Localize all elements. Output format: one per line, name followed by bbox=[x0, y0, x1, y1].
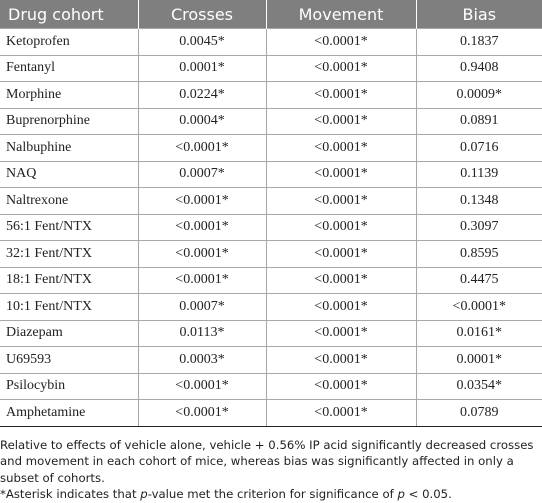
movement-cell: <0.0001* bbox=[266, 373, 416, 400]
crosses-cell: 0.0004* bbox=[138, 108, 266, 135]
movement-cell: <0.0001* bbox=[266, 108, 416, 135]
crosses-cell: 0.0007* bbox=[138, 161, 266, 188]
drug-cohort-cell: Ketoprofen bbox=[0, 29, 138, 56]
crosses-cell: <0.0001* bbox=[138, 241, 266, 268]
table-row bbox=[0, 400, 542, 427]
asterisk-note-suffix: < 0.05. bbox=[404, 487, 452, 501]
movement-cell: <0.0001* bbox=[266, 400, 416, 427]
table-row bbox=[0, 135, 542, 162]
table-notes bbox=[0, 437, 542, 503]
bias-cell: 0.1837 bbox=[416, 29, 542, 56]
crosses-cell: <0.0001* bbox=[138, 214, 266, 241]
movement-cell: <0.0001* bbox=[266, 347, 416, 374]
movement-cell: <0.0001* bbox=[266, 161, 416, 188]
drug-cohort-cell: Fentanyl bbox=[0, 55, 138, 82]
asterisk-note-middle: -value met the criterion for significance of bbox=[147, 487, 398, 501]
table-row bbox=[0, 347, 542, 374]
table-row bbox=[0, 188, 542, 215]
crosses-cell: 0.0001* bbox=[138, 55, 266, 82]
table-header bbox=[0, 0, 542, 29]
movement-cell: <0.0001* bbox=[266, 320, 416, 347]
table-row bbox=[0, 373, 542, 400]
crosses-cell: 0.0007* bbox=[138, 294, 266, 321]
drug-cohort-cell: 32:1 Fent/NTX bbox=[0, 241, 138, 268]
drug-cohort-cell: Amphetamine bbox=[0, 400, 138, 427]
column-header-movement: Movement bbox=[266, 0, 416, 29]
crosses-cell: <0.0001* bbox=[138, 373, 266, 400]
drug-cohort-cell: NAQ bbox=[0, 161, 138, 188]
drug-cohort-cell: Psilocybin bbox=[0, 373, 138, 400]
drug-cohort-cell: Nalbuphine bbox=[0, 135, 138, 162]
movement-cell: <0.0001* bbox=[266, 55, 416, 82]
bias-cell: 0.0161* bbox=[416, 320, 542, 347]
table-row bbox=[0, 29, 542, 56]
crosses-cell: <0.0001* bbox=[138, 135, 266, 162]
table-body bbox=[0, 29, 542, 427]
drug-cohort-cell: 10:1 Fent/NTX bbox=[0, 294, 138, 321]
bias-cell: 0.9408 bbox=[416, 55, 542, 82]
header-row bbox=[0, 0, 542, 29]
bias-cell: 0.0891 bbox=[416, 108, 542, 135]
bias-cell: 0.0001* bbox=[416, 347, 542, 374]
bias-cell: 0.3097 bbox=[416, 214, 542, 241]
table-row bbox=[0, 108, 542, 135]
asterisk-note-prefix: *Asterisk indicates that bbox=[0, 487, 141, 501]
bias-cell: 0.4475 bbox=[416, 267, 542, 294]
crosses-cell: 0.0045* bbox=[138, 29, 266, 56]
asterisk-note bbox=[0, 486, 536, 503]
crosses-cell: 0.0224* bbox=[138, 82, 266, 109]
bias-cell: <0.0001* bbox=[416, 294, 542, 321]
column-header-drug-cohort: Drug cohort bbox=[0, 0, 138, 29]
crosses-cell: <0.0001* bbox=[138, 188, 266, 215]
drug-cohort-cell: Morphine bbox=[0, 82, 138, 109]
footnote-text: Relative to effects of vehicle alone, vehicle + 0.56% IP acid significantly decreased crosses and movement in each cohort of mice, whereas bias was significantly affected in only a subset of cohorts. bbox=[0, 437, 534, 485]
asterisk-note-p-2: p bbox=[397, 487, 405, 501]
crosses-cell: <0.0001* bbox=[138, 267, 266, 294]
movement-cell: <0.0001* bbox=[266, 241, 416, 268]
table-row bbox=[0, 161, 542, 188]
bias-cell: 0.0789 bbox=[416, 400, 542, 427]
crosses-cell: <0.0001* bbox=[138, 400, 266, 427]
drug-cohort-cell: Buprenorphine bbox=[0, 108, 138, 135]
drug-cohort-cell: U69593 bbox=[0, 347, 138, 374]
movement-cell: <0.0001* bbox=[266, 82, 416, 109]
crosses-cell: 0.0003* bbox=[138, 347, 266, 374]
table-row bbox=[0, 320, 542, 347]
movement-cell: <0.0001* bbox=[266, 294, 416, 321]
drug-cohort-cell: 18:1 Fent/NTX bbox=[0, 267, 138, 294]
drug-cohort-cell: Naltrexone bbox=[0, 188, 138, 215]
table-row bbox=[0, 241, 542, 268]
column-header-bias: Bias bbox=[416, 0, 542, 29]
bias-cell: 0.0354* bbox=[416, 373, 542, 400]
movement-cell: <0.0001* bbox=[266, 267, 416, 294]
bias-cell: 0.1348 bbox=[416, 188, 542, 215]
column-header-crosses: Crosses bbox=[138, 0, 266, 29]
movement-cell: <0.0001* bbox=[266, 188, 416, 215]
asterisk-note-p: p bbox=[140, 487, 148, 501]
bias-cell: 0.0716 bbox=[416, 135, 542, 162]
drug-cohort-cell: Diazepam bbox=[0, 320, 138, 347]
drug-cohort-cell: 56:1 Fent/NTX bbox=[0, 214, 138, 241]
table-row bbox=[0, 267, 542, 294]
table-row bbox=[0, 214, 542, 241]
table-row bbox=[0, 82, 542, 109]
crosses-cell: 0.0113* bbox=[138, 320, 266, 347]
movement-cell: <0.0001* bbox=[266, 135, 416, 162]
bias-cell: 0.8595 bbox=[416, 241, 542, 268]
table-row bbox=[0, 55, 542, 82]
bias-cell: 0.0009* bbox=[416, 82, 542, 109]
table-row bbox=[0, 294, 542, 321]
movement-cell: <0.0001* bbox=[266, 214, 416, 241]
bias-cell: 0.1139 bbox=[416, 161, 542, 188]
movement-cell: <0.0001* bbox=[266, 29, 416, 56]
